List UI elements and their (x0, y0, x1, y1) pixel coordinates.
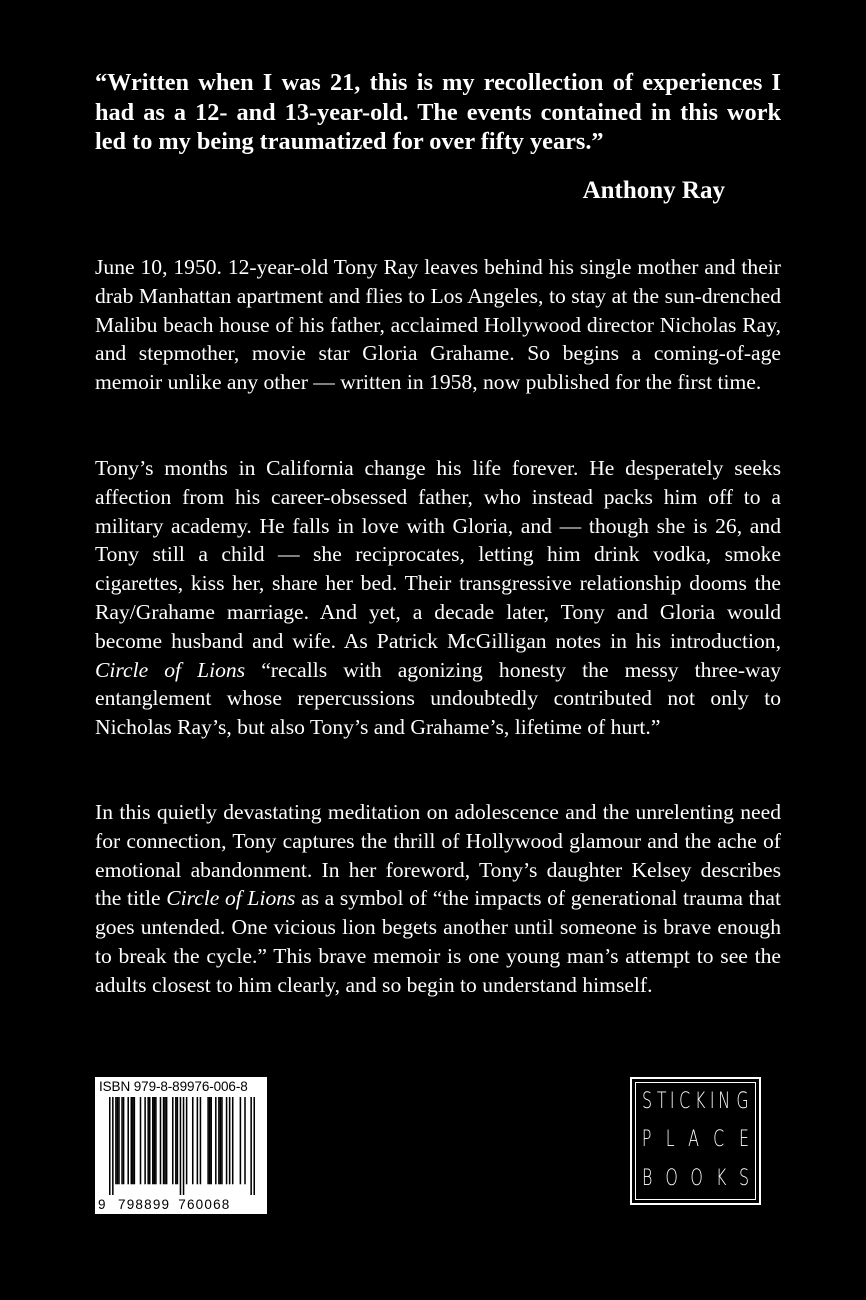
barcode-bar (123, 1097, 125, 1184)
barcode-guard-bar (180, 1097, 182, 1195)
logo-letter: N (718, 1089, 731, 1114)
logo-letter: K (695, 1089, 706, 1114)
logo-letter: C (679, 1089, 691, 1114)
logo-line-place (636, 1127, 755, 1153)
barcode-bar (144, 1097, 146, 1184)
pull-quote: “Written when I was 21, this is my recollection of experiences I had as a 12- and 13-year-old. The events contained in this work led to my being traumatized for over fifty years.” (95, 69, 781, 155)
barcode-guard-bar (183, 1097, 185, 1195)
logo-letter: O (665, 1166, 678, 1191)
logo-letter: K (716, 1166, 727, 1191)
barcode-bar (115, 1097, 117, 1184)
barcode-bar (229, 1097, 231, 1184)
logo-letter: C (713, 1127, 725, 1152)
barcode-bar (134, 1097, 136, 1184)
barcode-bar (215, 1097, 217, 1184)
barcode-bar (186, 1097, 188, 1184)
barcode-digits (98, 1197, 264, 1212)
barcode-bar (127, 1097, 129, 1184)
logo-letter: O (690, 1166, 704, 1191)
paragraph-3-text-a: In this quietly devastating meditation on adolescence and the unrelenting need for connection, Tony captures the thrill of Hollywood glamour and the ache of emotional abandonment. In her foreword, Tony’s daughter Kelsey describes the title (95, 800, 781, 911)
barcode-bar (154, 1097, 156, 1184)
barcode-bar (177, 1097, 179, 1184)
logo-letter: G (736, 1089, 749, 1114)
barcode-bar (209, 1097, 211, 1184)
barcode-bar (172, 1097, 174, 1184)
barcode-bar (140, 1097, 142, 1184)
barcode-bar (200, 1097, 202, 1184)
logo-letter: A (688, 1127, 700, 1152)
barcode-bar (164, 1097, 166, 1184)
barcode-bar (118, 1097, 120, 1184)
logo-letter: S (738, 1166, 750, 1191)
logo-letter: I (709, 1089, 715, 1114)
barcode-bar (152, 1097, 154, 1184)
barcode-bar (220, 1097, 222, 1184)
publisher-logo-frame (635, 1082, 756, 1200)
barcode-digits-left: 798899 (118, 1197, 171, 1212)
barcode-bar (244, 1097, 246, 1184)
logo-letter: E (738, 1127, 750, 1152)
barcode-bar (117, 1097, 119, 1184)
barcode-bar (218, 1097, 220, 1184)
description-paragraph-1: June 10, 1950. 12-year-old Tony Ray leaves behind his single mother and their drab Manhattan apartment and flies to Los Angeles, to stay at the sun-drenched Malibu beach house of his father, acclaimed Hollywood director Nicholas Ray, and stepmother, movie star Gloria Grahame. So begins a coming-of-age memoir unlike any other — written in 1958, now published for the first time. (95, 255, 781, 395)
barcode-bar (192, 1097, 194, 1184)
barcode-lead-digit: 9 (98, 1197, 107, 1212)
description-paragraph-3 (95, 798, 781, 1000)
quote-author: Anthony Ray (582, 177, 725, 204)
barcode-bar (166, 1097, 168, 1184)
barcode-bar (226, 1097, 228, 1184)
barcode-bar (131, 1097, 133, 1184)
logo-letter: S (641, 1089, 653, 1114)
barcode-bar (147, 1097, 149, 1184)
barcode-bar (132, 1097, 134, 1184)
barcode-bar (210, 1097, 212, 1184)
book-title-italic: Circle of Lions (95, 657, 246, 682)
barcode-bar (207, 1097, 209, 1184)
publisher-logo (630, 1077, 761, 1205)
logo-line-sticking (636, 1089, 755, 1115)
barcode-guard-bar (250, 1097, 252, 1195)
paragraph-3-text-b: as a symbol of “the impacts of generational trauma that goes untended. One vicious lion begets another until someone is brave enough to break the cycle.” This brave memoir is one young man’s attempt to see the adults closest to him clearly, and so begin to understand himself. (95, 886, 781, 997)
isbn-barcode (95, 1077, 267, 1214)
isbn-label: ISBN 979-8-89976-006-8 (99, 1079, 248, 1094)
barcode-bars (109, 1097, 255, 1195)
barcode-guard-bar (253, 1097, 255, 1195)
barcode-bar (160, 1097, 162, 1184)
paragraph-2-text-b: “recalls with agonizing honesty the messy three-way entanglement whose repercussions undoubtedly contributed not only to Nicholas Ray’s, but also Tony’s and Grahame’s, lifetime of hurt.” (95, 657, 782, 740)
paragraph-2-text-a: Tony’s months in California change his life forever. He desperately seeks affection from his career-obsessed father, who instead packs him off to a military academy. He falls in love with Gloria, and — though she is 26, and Tony still a child — she reciprocates, letting him drink vodka, smoke cigarettes, kiss her, share her bed. Their transgressive relationship dooms the Ray/Grahame marriage. And yet, a decade later, Tony and Gloria would become husband and wife. As Patrick McGilligan notes in his introduction, (95, 456, 781, 653)
logo-line-books (636, 1166, 755, 1192)
logo-letter: L (665, 1127, 675, 1152)
book-title-italic: Circle of Lions (166, 886, 296, 911)
barcode-bar (163, 1097, 165, 1184)
barcode-bar (240, 1097, 242, 1184)
barcode-bar (121, 1097, 123, 1184)
barcode-bar (197, 1097, 199, 1184)
logo-letter: T (656, 1089, 667, 1114)
barcode-bar (221, 1097, 223, 1184)
logo-letter: I (670, 1089, 676, 1114)
barcode-digits-right: 760068 (178, 1197, 231, 1212)
description-paragraph-2 (95, 454, 781, 742)
logo-letter: P (641, 1127, 652, 1152)
logo-letter: B (642, 1166, 653, 1191)
barcode-bar (175, 1097, 177, 1184)
barcode-bar (149, 1097, 151, 1184)
barcode-bar (155, 1097, 157, 1184)
barcode-guard-bar (112, 1097, 114, 1195)
barcode-guard-bar (109, 1097, 111, 1195)
barcode-bar (232, 1097, 234, 1184)
